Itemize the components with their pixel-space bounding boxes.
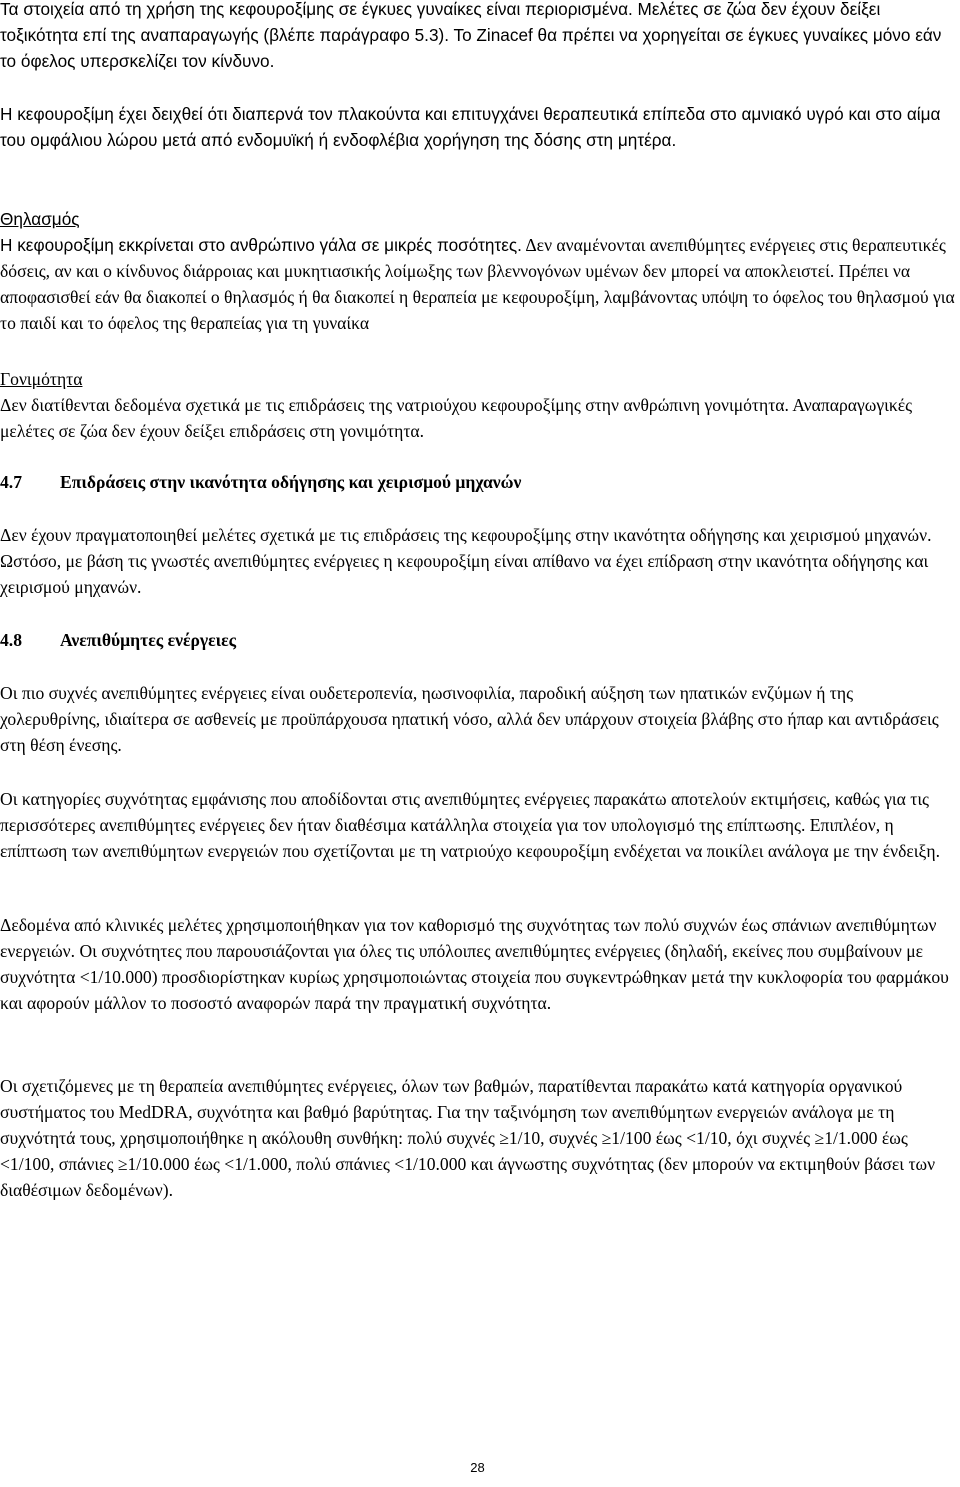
section-4-8-title: Ανεπιθύμητες ενέργειες <box>60 630 237 650</box>
section-4-7-heading <box>0 469 950 495</box>
section-4-8-paragraph-1: Οι πιο συχνές ανεπιθύμητες ενέργειες είναι ουδετεροπενία, ηωσινοφιλία, παροδική αύξηση των ηπατικών ενζύμων ή της χολερυθρίνης, ιδιαίτερα σε ασθενείς με προϋπάρχουσα ηπατική νόσο, αλλά δεν υπάρχουν στοιχεία βλάβης στο ήπαρ και αντιδράσεις στη θέση ένεσης. <box>0 683 939 755</box>
section-4-8-heading <box>0 627 950 653</box>
section-4-8-paragraph-4: Οι σχετιζόμενες με τη θεραπεία ανεπιθύμητες ενέργειες, όλων των βαθμών, παρατίθενται παρακάτω κατά κατηγορία οργανικού συστήματος του MedDRA, συχνότητα και βαθμό βαρύτητας. Για την ταξινόμηση των ανεπιθύμητων ενεργειών ανάλογα με τη συχνότητά τους, χρησιμοποιήθηκε η ακόλουθη συνθήκη: πολύ συχνές ≥1/10, συχνές ≥1/100 έως <1/10, όχι συχνές ≥1/1.000 έως <1/100, σπάνιες ≥1/10.000 έως <1/1.000, πολύ σπάνιες <1/10.000 και άγνωστης συχνότητας (δεν μπορούν να εκτιμηθούν βάσει των διαθέσιμων δεδομένων). <box>0 1076 936 1200</box>
section-4-7-number: 4.7 <box>0 472 22 492</box>
placenta-paragraph: Η κεφουροξίμη έχει δειχθεί ότι διαπερνά τον πλακούντα και επιτυγχάνει θεραπευτικά επίπεδα στο αμνιακό υγρό και στο αίμα του ομφάλιου λώρου μετά από ενδομυϊκή ή ενδοφλέβια χορήγηση της δόσης στη μητέρα. <box>0 104 941 150</box>
breastfeeding-text-part2: Δεν αναμένονται ανεπιθύμητες ενέργειες στις θεραπευτικές δόσεις, αν και ο κίνδυνος διάρροιας και μυκητιασικής λοίμωξης των βλεννογόνων υμένων δεν μπορεί να αποκλειστεί. Πρέπει να αποφασισθεί εάν θα διακοπεί ο θηλασμός ή θα διακοπεί η θεραπεία με κεφουροξίμη, λαμβάνοντας υπόψη το όφελος του θηλασμού για το παιδί και το όφελος της θεραπείας για τη γυναίκα <box>0 235 955 333</box>
breastfeeding-title: Θηλασμός <box>0 209 80 229</box>
intro-paragraph: Τα στοιχεία από τη χρήση της κεφουροξίμης σε έγκυες γυναίκες είναι περιορισμένα. Μελέτες σε ζώα δεν έχουν δείξει τοξικότητα επί της αναπαραγωγής (βλέπε παράγραφο 5.3). Το Zinacef θα πρέπει να χορηγείται σε έγκυες γυναίκες μόνο εάν το όφελος υπερσκελίζει τον κίνδυνο. <box>0 0 942 71</box>
section-4-8-paragraph-3: Δεδομένα από κλινικές μελέτες χρησιμοποιήθηκαν για τον καθορισμό της συχνότητας των πολύ συχνών έως σπάνιων ανεπιθύμητων ενεργειών. Οι συχνότητες που παρουσιάζονται για όλες τις υπόλοιπες ανεπιθύμητες ενέργειες (δηλαδή, εκείνες που συμβαίνουν με συχνότητα <1/10.000) προσδιορίστηκαν κυρίως χρησιμοποιώντας στοιχεία που συγκεντρώθηκαν μετά την κυκλοφορία του φαρμάκου και αφορούν μάλλον το ποσοστό αναφορών παρά την πραγματική συχνότητα. <box>0 915 949 1013</box>
breastfeeding-text-part1: Η κεφουροξίμη εκκρίνεται στο ανθρώπινο γάλα σε μικρές ποσότητες. <box>0 235 522 255</box>
section-4-7-text: Δεν έχουν πραγματοποιηθεί μελέτες σχετικά με τις επιδράσεις της κεφουροξίμης στην ικανότητα οδήγησης και χειρισμού μηχανών. Ωστόσο, με βάση τις γνωστές ανεπιθύμητες ενέργειες η κεφουροξίμη είναι απίθανο να έχει επίδραση στην ικανότητα οδήγησης και χειρισμού μηχανών. <box>0 525 932 597</box>
fertility-text: Δεν διατίθενται δεδομένα σχετικά με τις επιδράσεις της νατριούχου κεφουροξίμης στην ανθρώπινη γονιμότητα. Αναπαραγωγικές μελέτες σε ζώα δεν έχουν δείξει επιδράσεις στη γονιμότητα. <box>0 395 913 441</box>
page-number: 28 <box>470 1460 485 1475</box>
section-4-8-paragraph-2: Οι κατηγορίες συχνότητας εμφάνισης που αποδίδονται στις ανεπιθύμητες ενέργειες παρακάτω αποτελούν εκτιμήσεις, καθώς για τις περισσότερες ανεπιθύμητες ενέργειες δεν ήταν διαθέσιμα κατάλληλα στοιχεία για τον υπολογισμό της επίπτωσης. Επιπλέον, η επίπτωση των ανεπιθύμητων ενεργειών που σχετίζονται με τη νατριούχο κεφουροξίμη ενδέχεται να ποικίλει ανάλογα με την ένδειξη. <box>0 789 940 861</box>
fertility-title: Γονιμότητα <box>0 369 83 389</box>
section-4-8-number: 4.8 <box>0 630 22 650</box>
section-4-7-title: Επιδράσεις στην ικανότητα οδήγησης και χειρισμού μηχανών <box>60 472 522 492</box>
fertility-section <box>0 366 955 444</box>
breastfeeding-section <box>0 206 955 336</box>
breastfeeding-text <box>0 232 955 336</box>
